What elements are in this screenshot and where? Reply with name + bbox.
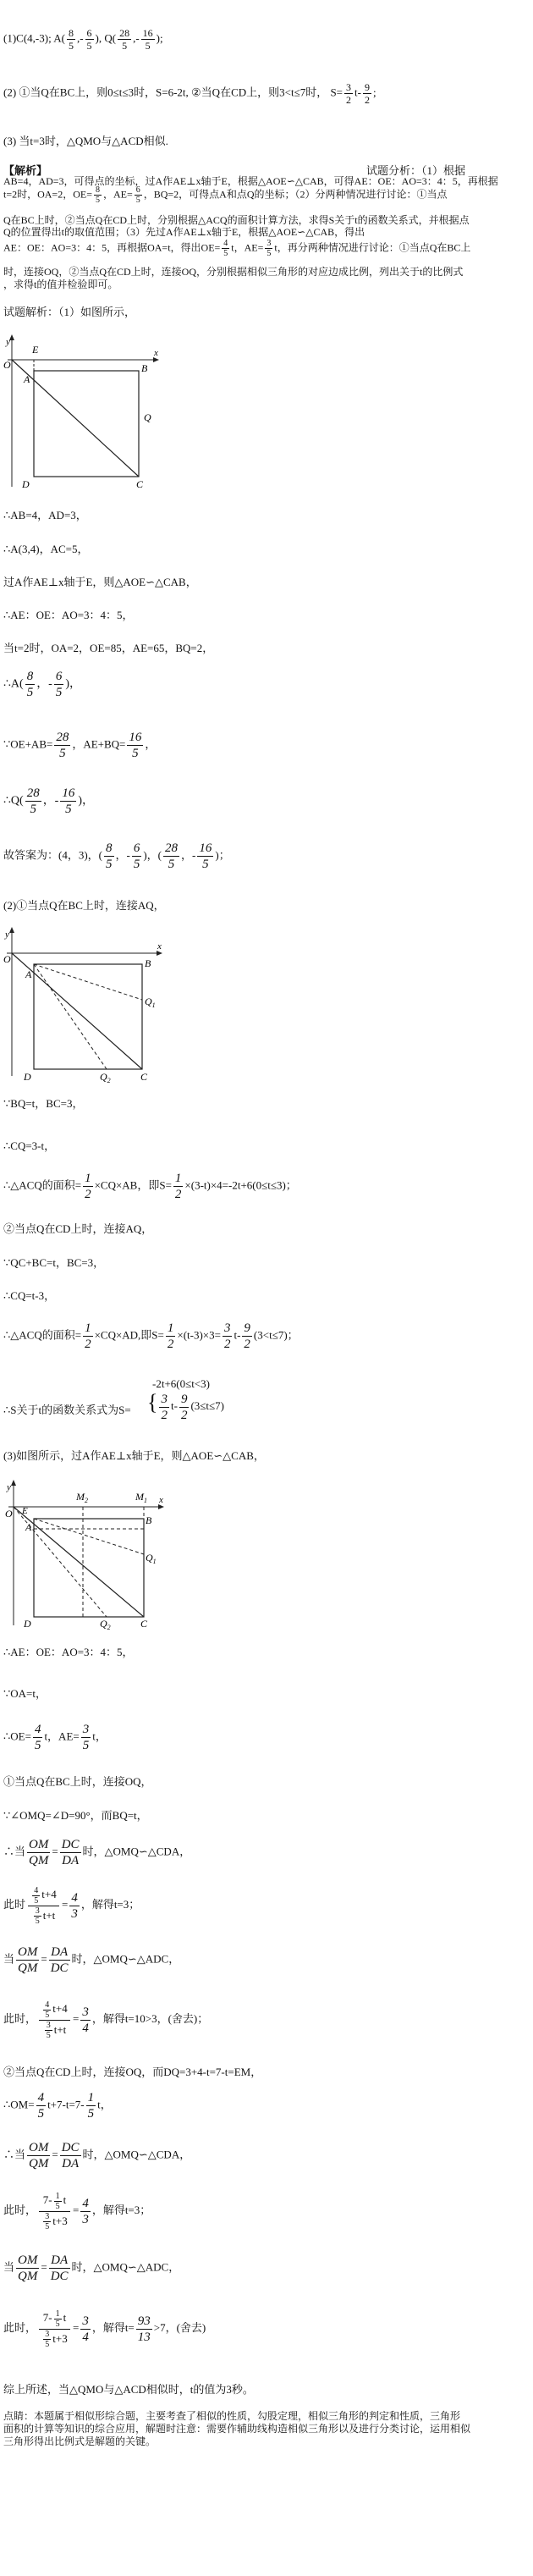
analysis-line-1: AB=4，AD=3，可得点的坐标，过A作AE⊥x轴于E，根据△AOE∽△CAB，可得AE：OE：AO=3：4：5，再根据 — [3, 175, 498, 187]
answer-part3: (3) 当t=3时，△QMO与△ACD相似. — [3, 135, 168, 147]
sol-s19: (3)如图所示，过A作AE⊥x轴于E，则△AOE∽△CAB， — [3, 1449, 265, 1462]
figure-1-diagram — [3, 334, 164, 491]
svg-text:B: B — [141, 362, 148, 374]
sol-s20: ∴AE：OE：AO=3：4：5， — [3, 1646, 134, 1658]
svg-text:C: C — [140, 1618, 148, 1630]
svg-text:Q1: $Q_1$ — [145, 996, 156, 1009]
sol-s24: ∵∠OMQ=∠D=90°，而BQ=t， — [3, 1809, 148, 1822]
svg-text:y: y — [7, 1482, 11, 1492]
svg-text:x: x — [154, 348, 158, 358]
sol-s15: ∵QC+BC=t，BC=3， — [3, 1256, 105, 1269]
sol-s9: 故答案为：(4，3)，( $\frac{8}{5}$ ，- $\frac{6}{5}$ )，( $\frac{28}{5}$ ，- $\frac{16}{5}$ )； — [3, 841, 230, 871]
svg-text:M1: $M_1$ — [135, 1491, 147, 1504]
svg-text:D: D — [22, 478, 30, 490]
svg-text:x: x — [159, 1495, 163, 1505]
analysis-line-4: Q的位置得出t的取值范围；（3）先过A作AE⊥x轴于E，根据△AOE∽△CAB，得出 — [3, 226, 365, 238]
analysis-line-2: t=2时，OA=2，OE= $\frac{8}{5}$ ，AE= $\frac{6}{5}$ ，BQ=2，可得点A和点Q的坐标；（2）分两种情况进行讨论：①当点 — [3, 185, 448, 205]
analysis-tag: 【解析】 — [3, 164, 48, 177]
svg-text:E: E — [22, 1506, 28, 1516]
svg-text:Q: Q — [144, 411, 151, 423]
answer-part1: (1)C(4,-3); A( $\frac{8}{5}$ ,- $\frac{6}{5}$ ), Q( $\frac{28}{5}$ ,- $\frac{16}{5}$ ); — [3, 27, 163, 52]
sol-s16: ∴CQ=t-3， — [3, 1289, 56, 1302]
sol-s13: ∴△ACQ的面积= $\frac{1}{2}$ ×CQ×AB，即S= $\frac{1}{2}$ ×(3-t)×4=-2t+6(0≤t≤3)； — [3, 1172, 297, 1201]
svg-text:Q2: $Q_2$ — [100, 1071, 111, 1084]
figure-3-diagram — [3, 1480, 173, 1631]
svg-text:D: D — [24, 1618, 31, 1630]
analysis-line-3: Q在BC上时，②当点Q在CD上时，分别根据△ACQ的面积计算方法，求得S关于t的函数关系式，并根据点 — [3, 214, 470, 226]
sol-s28: 此时， $\frac{4}{5}$ t+4 $\frac{3}{5}$ t+t = $\frac{3}{4}$ ，解得t=10>3，(舍去)； — [3, 2000, 209, 2041]
svg-text:B: B — [145, 957, 151, 969]
sol-s32: 此时， 7- $\frac{1}{5}$ t $\frac{3}{5}$ t+3 = $\frac{4}{3}$ ，解得t=3； — [3, 2191, 151, 2232]
sol-s1: ∴AB=4，AD=3， — [3, 509, 87, 521]
sol-s10: (2)①当点Q在BC上时，连接AQ， — [3, 899, 165, 912]
svg-text:O: O — [3, 953, 11, 965]
sol-s5: 当t=2时，OA=2，OE=85，AE=65，BQ=2， — [3, 642, 214, 654]
svg-text:A: A — [24, 373, 30, 385]
sol-s7: ∵OE+AB= $\frac{28}{5}$ ，AE+BQ= $\frac{16}{5}$ ， — [3, 731, 157, 760]
figure-2-diagram — [3, 927, 173, 1084]
analysis-heading: 试题分析：（1）根据 — [366, 164, 466, 177]
analysis-line-5: AE：OE：AO=3：4：5，再根据OA=t，得出OE= $\frac{4}{5}$ t，AE= $\frac{3}{5}$ t，再分两种情况进行讨论：①当点Q在BC上 — [3, 239, 471, 258]
comment-line-1: 点睛：本题属于相似形综合题，主要考查了相似的性质，勾股定理，相似三角形的判定和性质，三角形 — [3, 2410, 461, 2422]
svg-text:y: y — [6, 337, 10, 347]
svg-text:O: O — [3, 359, 11, 371]
svg-text:E: E — [32, 344, 39, 356]
sol-s27: 当 $\frac{OM}{QM}$ = $\frac{DA}{DC}$ 时，△OMQ∽△ADC， — [3, 1945, 180, 1975]
sol-s11: ∵BQ=t，BC=3， — [3, 1097, 84, 1110]
sol-s4: ∴AE：OE：AO=3：4：5， — [3, 609, 134, 621]
svg-text:D: D — [24, 1071, 31, 1083]
analysis-line-6: 时，连接OQ，②当点Q在CD上时，连接OQ，分别根据相似三角形的对应边成比例，列出关于t的比例式 — [3, 266, 464, 278]
solution-intro: 试题解析：（1）如图所示， — [3, 306, 136, 318]
svg-text:B: B — [146, 1514, 152, 1526]
svg-text:Q2: $Q_2$ — [100, 1618, 111, 1631]
svg-text:A: A — [25, 968, 32, 980]
sol-s22: ∴OE= $\frac{4}{5}$ t，AE= $\frac{3}{5}$ t， — [3, 1723, 107, 1752]
sol-s34: 此时， 7- $\frac{1}{5}$ t $\frac{3}{5}$ t+3 = $\frac{3}{4}$ ，解得t= $\frac{93}{13}$ >7，(舍去) — [3, 2308, 206, 2350]
sol-s18-top: -2t+6(0≤t<3) — [152, 1377, 211, 1390]
sol-s6: ∴A( $\frac{8}{5}$ ，- $\frac{6}{5}$ )， — [3, 670, 82, 699]
answer-part2: (2) ①当Q在BC上，则0≤t≤3时，S=6-2t, ②当Q在CD上，则3<t≤7时， S= $\frac{3}{2}$ t- $\frac{9}{2}$ ; — [3, 81, 376, 106]
sol-s14: ②当点Q在CD上时，连接AQ， — [3, 1222, 153, 1235]
sol-s31: ∴当 $\frac{OM}{QM}$ = $\frac{DC}{DA}$ 时，△OMQ∽△CDA， — [3, 2141, 191, 2171]
sol-s18-label: ∴S关于t的函数关系式为S= — [3, 1404, 131, 1416]
svg-text:C: C — [136, 478, 144, 490]
svg-text:Q1: $Q_1$ — [146, 1552, 157, 1565]
svg-text:C: C — [140, 1071, 148, 1083]
sol-s26: 此时 $\frac{4}{5}$ t+4 $\frac{3}{5}$ t+t = $\frac{4}{3}$ ，解得t=3； — [3, 1885, 140, 1927]
comment-line-2: 面积的计算等知识的综合应用，解题时注意：需要作辅助线构造相似三角形以及进行分类讨论，运用相似 — [3, 2423, 471, 2435]
svg-text:y: y — [5, 929, 9, 940]
sol-s29: ②当点Q在CD上时，连接OQ，而DQ=3+4-t=7-t=EM， — [3, 2066, 262, 2078]
svg-text:O: O — [5, 1508, 13, 1520]
sol-s33: 当 $\frac{OM}{QM}$ = $\frac{DA}{DC}$ 时，△OMQ∽△ADC， — [3, 2253, 180, 2283]
analysis-line-7: ，求得t的值并检验即可。 — [3, 279, 118, 290]
sol-s25: ∴当 $\frac{OM}{QM}$ = $\frac{DC}{DA}$ 时，△OMQ∽△CDA， — [3, 1838, 191, 1867]
svg-text:A: A — [25, 1521, 32, 1533]
sol-s17: ∴△ACQ的面积= $\frac{1}{2}$ ×CQ×AD,即S= $\frac{1}{2}$ ×(t-3)×3= $\frac{3}{2}$ t- $\frac{9}{2}$ (3<t≤7)； — [3, 1321, 299, 1351]
sol-s12: ∴CQ=3-t， — [3, 1139, 56, 1152]
sol-conclusion: 综上所述，当△QMO与△ACD相似时，t的值为3秒。 — [3, 2383, 254, 2396]
sol-s3: 过A作AE⊥x轴于E，则△AOE∽△CAB， — [3, 576, 197, 588]
sol-s8: ∴Q( $\frac{28}{5}$ ，- $\frac{16}{5}$ )， — [3, 786, 95, 816]
sol-s30: ∴OM= $\frac{4}{5}$ t+7-t=7- $\frac{1}{5}$ t， — [3, 2091, 112, 2121]
sol-s23: ①当点Q在BC上时，连接OQ， — [3, 1775, 152, 1788]
svg-text:x: x — [157, 941, 162, 952]
svg-text:M2: $M_2$ — [76, 1491, 88, 1504]
sol-s21: ∵OA=t， — [3, 1687, 47, 1700]
comment-line-3: 三角形得出比例式是解题的关键。 — [3, 2435, 157, 2447]
sol-s18-bottom: { $\frac{3}{2}$ t- $\frac{9}{2}$ (3≤t≤7) — [147, 1390, 224, 1422]
sol-s2: ∴A(3,4)，AC=5， — [3, 543, 89, 555]
